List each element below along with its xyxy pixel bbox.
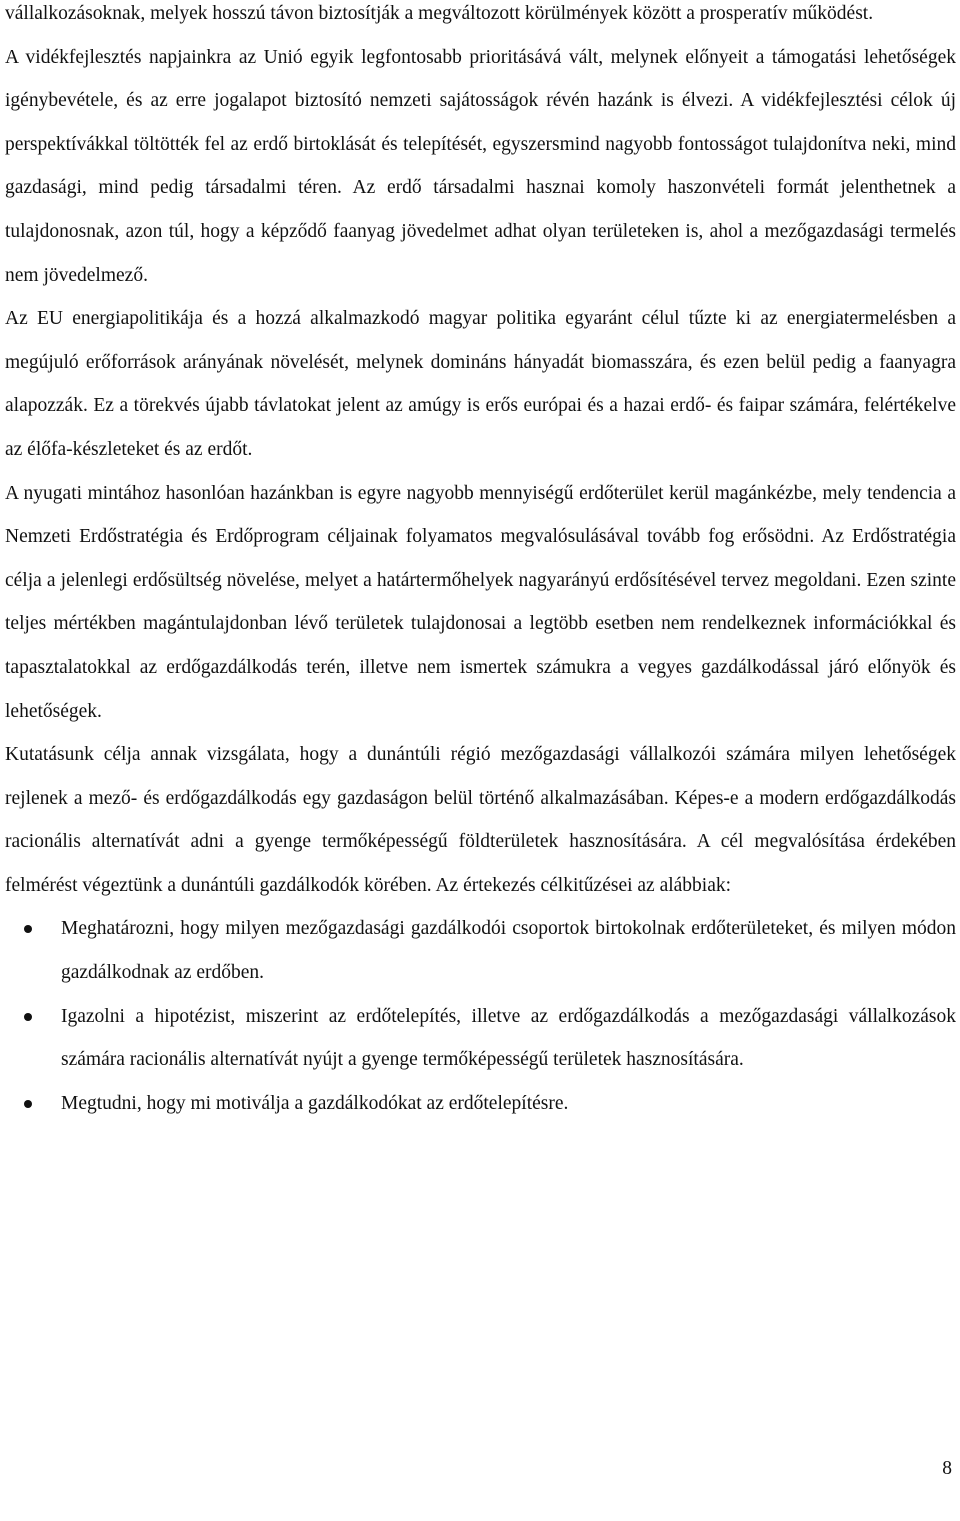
bullet-icon [24,1013,32,1021]
goal-text-1: Meghatározni, hogy milyen mezőgazdasági gazdálkodói csoportok birtokolnak erdőterületeket, és milyen módon gazdálkodnak az erdőben. [61,918,956,984]
paragraph-5: Kutatásunk célja annak vizsgálata, hogy a dunántúli régió mezőgazdasági vállalkozói számára milyen lehetőségek rejlenek a mező- és erdőgazdálkodás egy gazdaságon belül történő alkalmazásában. Képes-e a modern erdőgazdálkodás racionális alternatívát adni a gyenge termőképességű földterületek hasznosítására. A cél megvalósítása érdekében felmérést végeztünk a dunántúli gazdálkodók körében. Az értekezés célkitűzései az alábbiak: [5,744,956,896]
paragraph-2: A vidékfejlesztés napjainkra az Unió egyik legfontosabb prioritásává vált, melynek előnyeit a támogatási lehetőségek igénybevétele, és az erre jogalapot biztosító nemzeti sajátosságok révén hazánk is élvezi. A vidékfejlesztési célok új perspektívákkal töltötték fel az erdő birtoklását és telepítését, egyszersmind nagyobb fontosságot tulajdonítva neki, mind gazdasági, mind pedig társadalmi téren. Az erdő társadalmi hasznai komoly haszonvételi formát jelenthetnek a tulajdonosnak, azon túl, hogy a képződő faanyag jövedelmet adhat olyan területeken is, ahol a mezőgazdasági termelés nem jövedelmező. [5,46,956,286]
page-number: 8 [942,1458,952,1479]
list-item [5,1082,956,1126]
list-item [5,907,956,994]
goal-text-3: Megtudni, hogy mi motiválja a gazdálkodókat az erdőtelepítésre. [61,1092,569,1114]
paragraph-4: A nyugati mintához hasonlóan hazánkban is egyre nagyobb mennyiségű erdőterület kerül magánkézbe, mely tendencia a Nemzeti Erdőstratégia és Erdőprogram céljainak folyamatos megvalósulásával tovább fog erősödni. Az Erdőstratégia célja a jelenlegi erdősültség növelése, melyet a határtermőhelyek nagyarányú erdősítésével tervez megoldani. Ezen szinte teljes mértékben magántulajdonban lévő területek tulajdonosai a legtöbb esetben nem rendelkeznek információkkal és tapasztalatokkal az erdőgazdálkodás terén, illetve nem ismertek számukra a vegyes gazdálkodással járó előnyök és lehetőségek. [5,482,956,722]
document-page [5,0,956,1125]
goal-text-2: Igazolni a hipotézist, miszerint az erdőtelepítés, illetve az erdőgazdálkodás a mezőgazdasági vállalkozások számára racionális alternatívát nyújt a gyenge termőképességű területek hasznosítására. [61,1005,956,1071]
paragraph-1: vállalkozásoknak, melyek hosszú távon biztosítják a megváltozott körülmények között a prosperatív működést. [5,3,874,24]
goals-list [5,907,956,1125]
list-item [5,995,956,1082]
bullet-icon [24,1100,32,1108]
bullet-icon [24,925,32,933]
paragraph-3: Az EU energiapolitikája és a hozzá alkalmazkodó magyar politika egyaránt célul tűzte ki az energiatermelésben a megújuló erőforrások arányának növelését, melynek domináns hányadát biomasszára, és ezen belül pedig a faanyagra alapozzák. Ez a törekvés újabb távlatokat jelent az amúgy is erős európai és a hazai erdő- és faipar számára, felértékelve az élőfa-készleteket és az erdőt. [5,308,956,460]
